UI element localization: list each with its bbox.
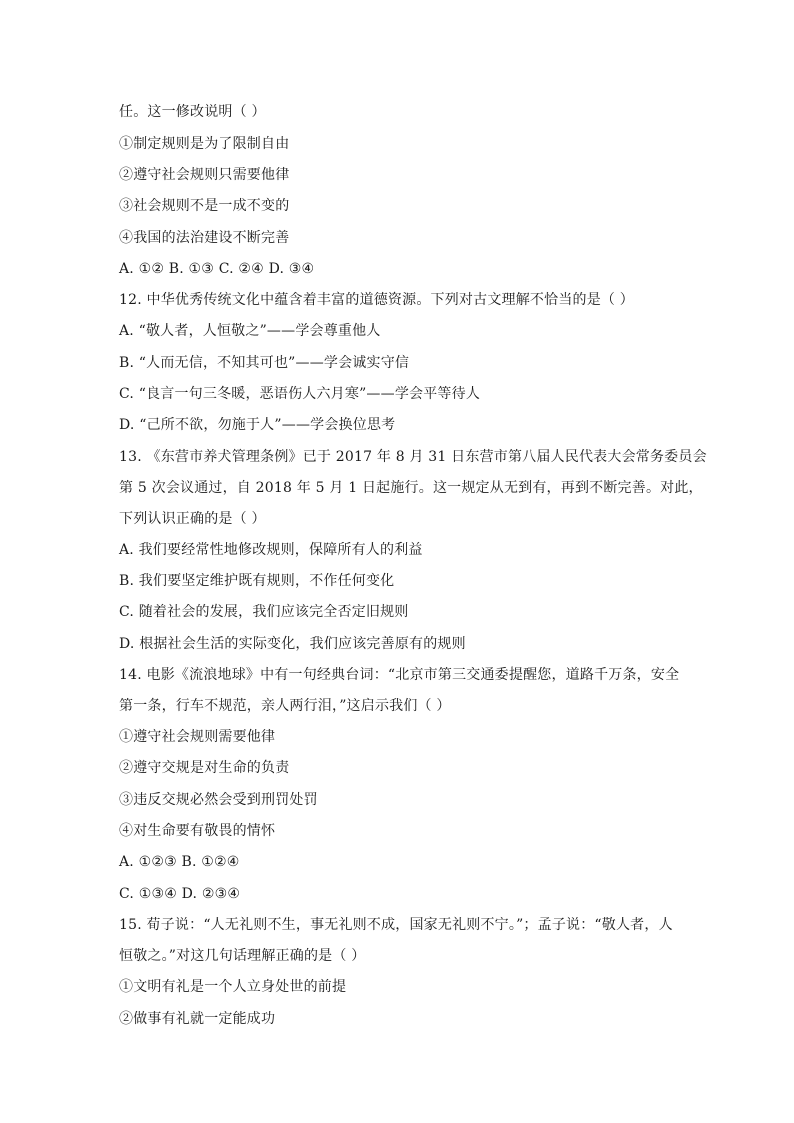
question-13-option-d: D. 根据社会生活的实际变化，我们应该完善原有的规则 (119, 636, 466, 652)
question-13-option-c: C. 随着社会的发展，我们应该完全否定旧规则 (119, 604, 409, 620)
question-11-item-3: ③社会规则不是一成不变的 (119, 198, 290, 214)
question-15-item-2: ②做事有礼就一定能成功 (119, 1011, 276, 1027)
question-11-item-1: ①制定规则是为了限制自由 (119, 136, 290, 152)
question-14-options-ab: A. ①②③ B. ①②④ (119, 854, 240, 870)
question-11-stem-end: 任。这一修改说明（ ） (119, 104, 266, 120)
question-13-stem-line-3: 下列认识正确的是（ ） (119, 511, 266, 527)
question-11-item-2: ②遵守社会规则只需要他律 (119, 167, 290, 183)
question-12-stem: 12. 中华优秀传统文化中蕴含着丰富的道德资源。下列对古文理解不恰当的是（ ） (119, 292, 634, 308)
question-14-item-1: ①遵守社会规则需要他律 (119, 729, 276, 745)
question-12-option-b: B. “人而无信，不知其可也”——学会诚实守信 (119, 355, 410, 371)
question-13-option-b: B. 我们要坚定维护既有规则，不作任何变化 (119, 573, 395, 589)
question-15-item-1: ①文明有礼是一个人立身处世的前提 (119, 979, 347, 995)
question-12-option-c: C. “良言一句三冬暖，恶语伤人六月寒”——学会平等待人 (119, 386, 481, 402)
question-14-stem-line-2: 第一条，行车不规范，亲人两行泪，”这启示我们（ ） (119, 698, 451, 714)
question-13-stem-line-1: 13. 《东营市养犬管理条例》已于 2017 年 8 月 31 日东营市第八届人民代表大会常务委员会 (119, 449, 707, 465)
question-11-item-4: ④我国的法治建设不断完善 (119, 230, 290, 246)
question-12-option-a: A. “敬人者，人恒敬之”——学会尊重他人 (119, 323, 381, 339)
question-15-stem-line-2: 恒敬之。”对这几句话理解正确的是（ ） (119, 948, 366, 964)
question-14-item-3: ③违反交规必然会受到刑罚处罚 (119, 792, 318, 808)
question-11-options: A. ①② B. ①③ C. ②④ D. ③④ (119, 261, 315, 277)
question-15-stem-line-1: 15. 荀子说：“人无礼则不生，事无礼则不成，国家无礼则不宁。”；孟子说：“敬人者，人 (119, 917, 673, 933)
question-14-item-4: ④对生命要有敬畏的情怀 (119, 823, 276, 839)
question-14-item-2: ②遵守交规是对生命的负责 (119, 760, 290, 776)
question-13-stem-line-2: 第 5 次会议通过，自 2018 年 5 月 1 日起施行。这一规定从无到有，再到不断完善。对此， (119, 480, 703, 496)
question-12-option-d: D. “己所不欲，勿施于人”——学会换位思考 (119, 417, 396, 433)
question-14-stem-line-1: 14. 电影《流浪地球》中有一句经典台词：“北京市第三交通委提醒您，道路千万条，安全 (119, 667, 680, 683)
question-13-option-a: A. 我们要经常性地修改规则，保障所有人的利益 (119, 542, 423, 558)
question-14-options-cd: C. ①③④ D. ②③④ (119, 886, 241, 902)
